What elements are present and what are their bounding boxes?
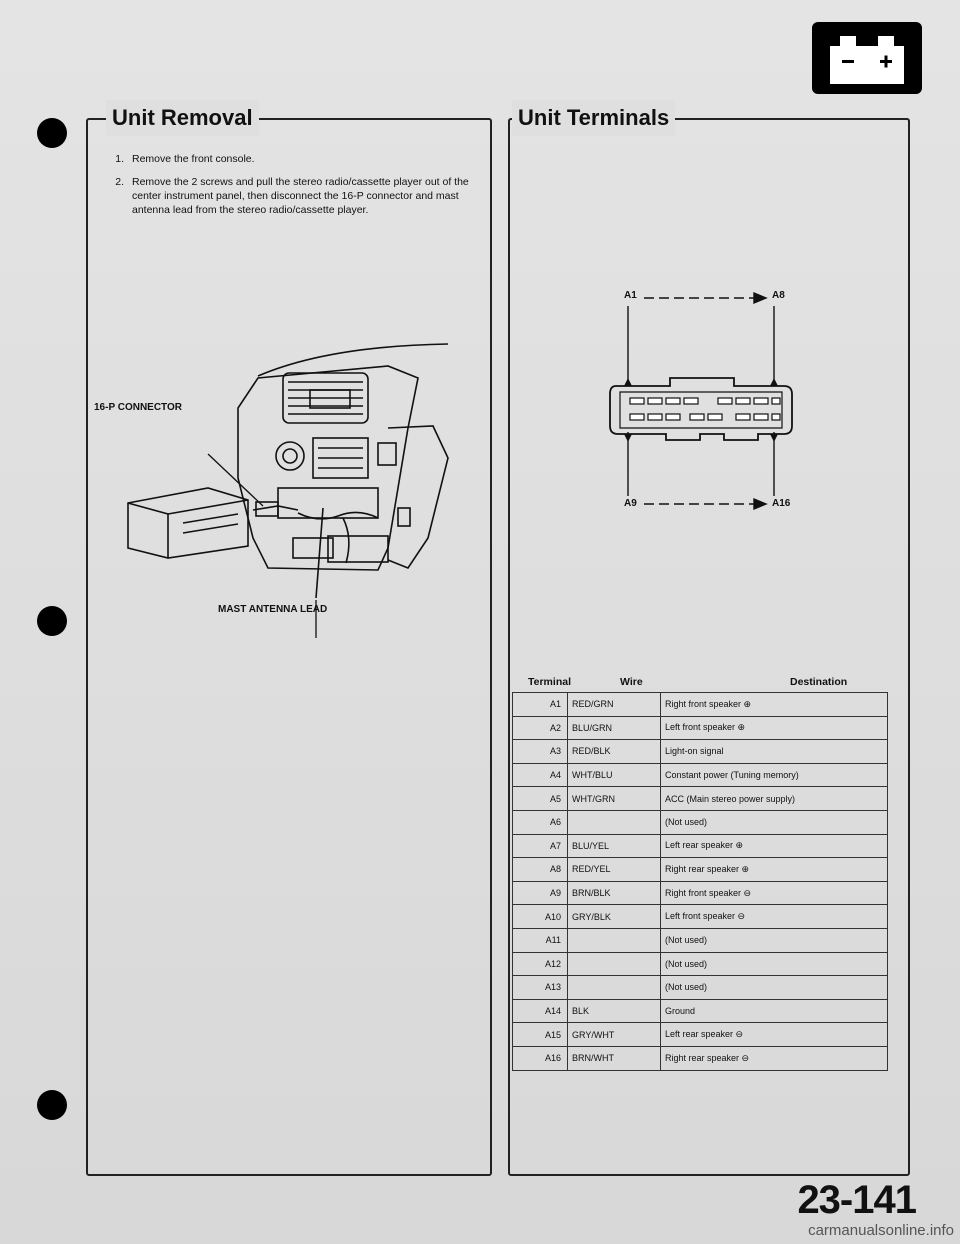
watermark: carmanualsonline.info [808,1222,954,1239]
connector-pinout-diagram [586,282,846,522]
terminal-cell: A8 [513,858,568,882]
terminal-column-header: Terminal [528,676,571,688]
destination-cell: Right rear speaker ⊕ [661,858,888,882]
step-item [98,175,470,217]
connector-callout: 16-P CONNECTOR [94,402,182,413]
terminal-cell: A10 [513,905,568,929]
pin-label-a9: A9 [624,498,637,509]
terminal-cell: A7 [513,834,568,858]
wire-cell [568,810,661,834]
table-row [513,976,888,1000]
removal-steps [98,152,470,226]
destination-cell: Left rear speaker ⊕ [661,834,888,858]
wire-cell: BRN/WHT [568,1046,661,1070]
wire-cell [568,976,661,1000]
unit-terminals-panel [508,105,910,1176]
wire-cell [568,928,661,952]
terminal-cell: A16 [513,1046,568,1070]
destination-cell: Ground [661,999,888,1023]
terminal-cell: A1 [513,693,568,717]
antenna-lead-callout: MAST ANTENNA LEAD [218,604,328,615]
step-item [98,152,470,166]
table-row [513,1046,888,1070]
wire-cell: RED/YEL [568,858,661,882]
step-number: 2. [115,176,124,188]
wire-cell: GRY/WHT [568,1023,661,1047]
table-row [513,999,888,1023]
terminal-table [512,692,888,1071]
unit-removal-panel [86,105,492,1176]
table-row [513,952,888,976]
destination-cell: Light-on signal [661,740,888,764]
table-row [513,834,888,858]
terminal-cell: A5 [513,787,568,811]
table-row [513,905,888,929]
destination-cell: Right rear speaker ⊖ [661,1046,888,1070]
destination-cell: (Not used) [661,928,888,952]
pin-label-a16: A16 [772,498,791,509]
step-text: Remove the front console. [132,153,255,165]
destination-cell: Left front speaker ⊖ [661,905,888,929]
table-row [513,928,888,952]
pin-label-a8: A8 [772,290,785,301]
table-row [513,763,888,787]
battery-icon [812,22,922,94]
destination-cell: Right front speaker ⊕ [661,693,888,717]
destination-cell: Left rear speaker ⊖ [661,1023,888,1047]
table-row [513,740,888,764]
binder-hole [37,606,67,636]
destination-cell: Left front speaker ⊕ [661,716,888,740]
wire-cell: BLK [568,999,661,1023]
wire-cell: WHT/BLU [568,763,661,787]
terminal-cell: A3 [513,740,568,764]
table-row [513,787,888,811]
unit-removal-title: Unit Removal [106,100,259,136]
terminal-cell: A13 [513,976,568,1000]
destination-cell: (Not used) [661,976,888,1000]
table-row [513,716,888,740]
destination-cell: (Not used) [661,952,888,976]
terminal-cell: A12 [513,952,568,976]
wire-cell: RED/BLK [568,740,661,764]
destination-cell: (Not used) [661,810,888,834]
radio-removal-illustration [88,338,488,638]
binder-hole [37,1090,67,1120]
step-number: 1. [115,153,124,165]
table-row [513,693,888,717]
table-row [513,1023,888,1047]
binder-hole [37,118,67,148]
terminal-cell: A15 [513,1023,568,1047]
page-number: 23-141 [797,1178,916,1222]
table-row [513,858,888,882]
wire-cell: GRY/BLK [568,905,661,929]
wire-cell [568,952,661,976]
step-text: Remove the 2 screws and pull the stereo radio/cassette player out of the center instrument panel, then disconnect the 16-P connector and mast antenna lead from the stereo radio/cassette player. [132,176,469,216]
destination-cell: ACC (Main stereo power supply) [661,787,888,811]
terminal-cell: A14 [513,999,568,1023]
wire-cell: RED/GRN [568,693,661,717]
terminal-cell: A6 [513,810,568,834]
unit-terminals-title: Unit Terminals [512,100,675,136]
wire-cell: WHT/GRN [568,787,661,811]
wire-column-header: Wire [620,676,643,688]
destination-column-header: Destination [790,676,848,688]
terminal-cell: A9 [513,881,568,905]
wire-cell: BRN/BLK [568,881,661,905]
table-row [513,810,888,834]
destination-cell: Constant power (Tuning memory) [661,763,888,787]
table-row [513,881,888,905]
wire-cell: BLU/GRN [568,716,661,740]
destination-cell: Right front speaker ⊖ [661,881,888,905]
pin-label-a1: A1 [624,290,637,301]
wire-cell: BLU/YEL [568,834,661,858]
terminal-cell: A2 [513,716,568,740]
terminal-cell: A4 [513,763,568,787]
terminal-cell: A11 [513,928,568,952]
